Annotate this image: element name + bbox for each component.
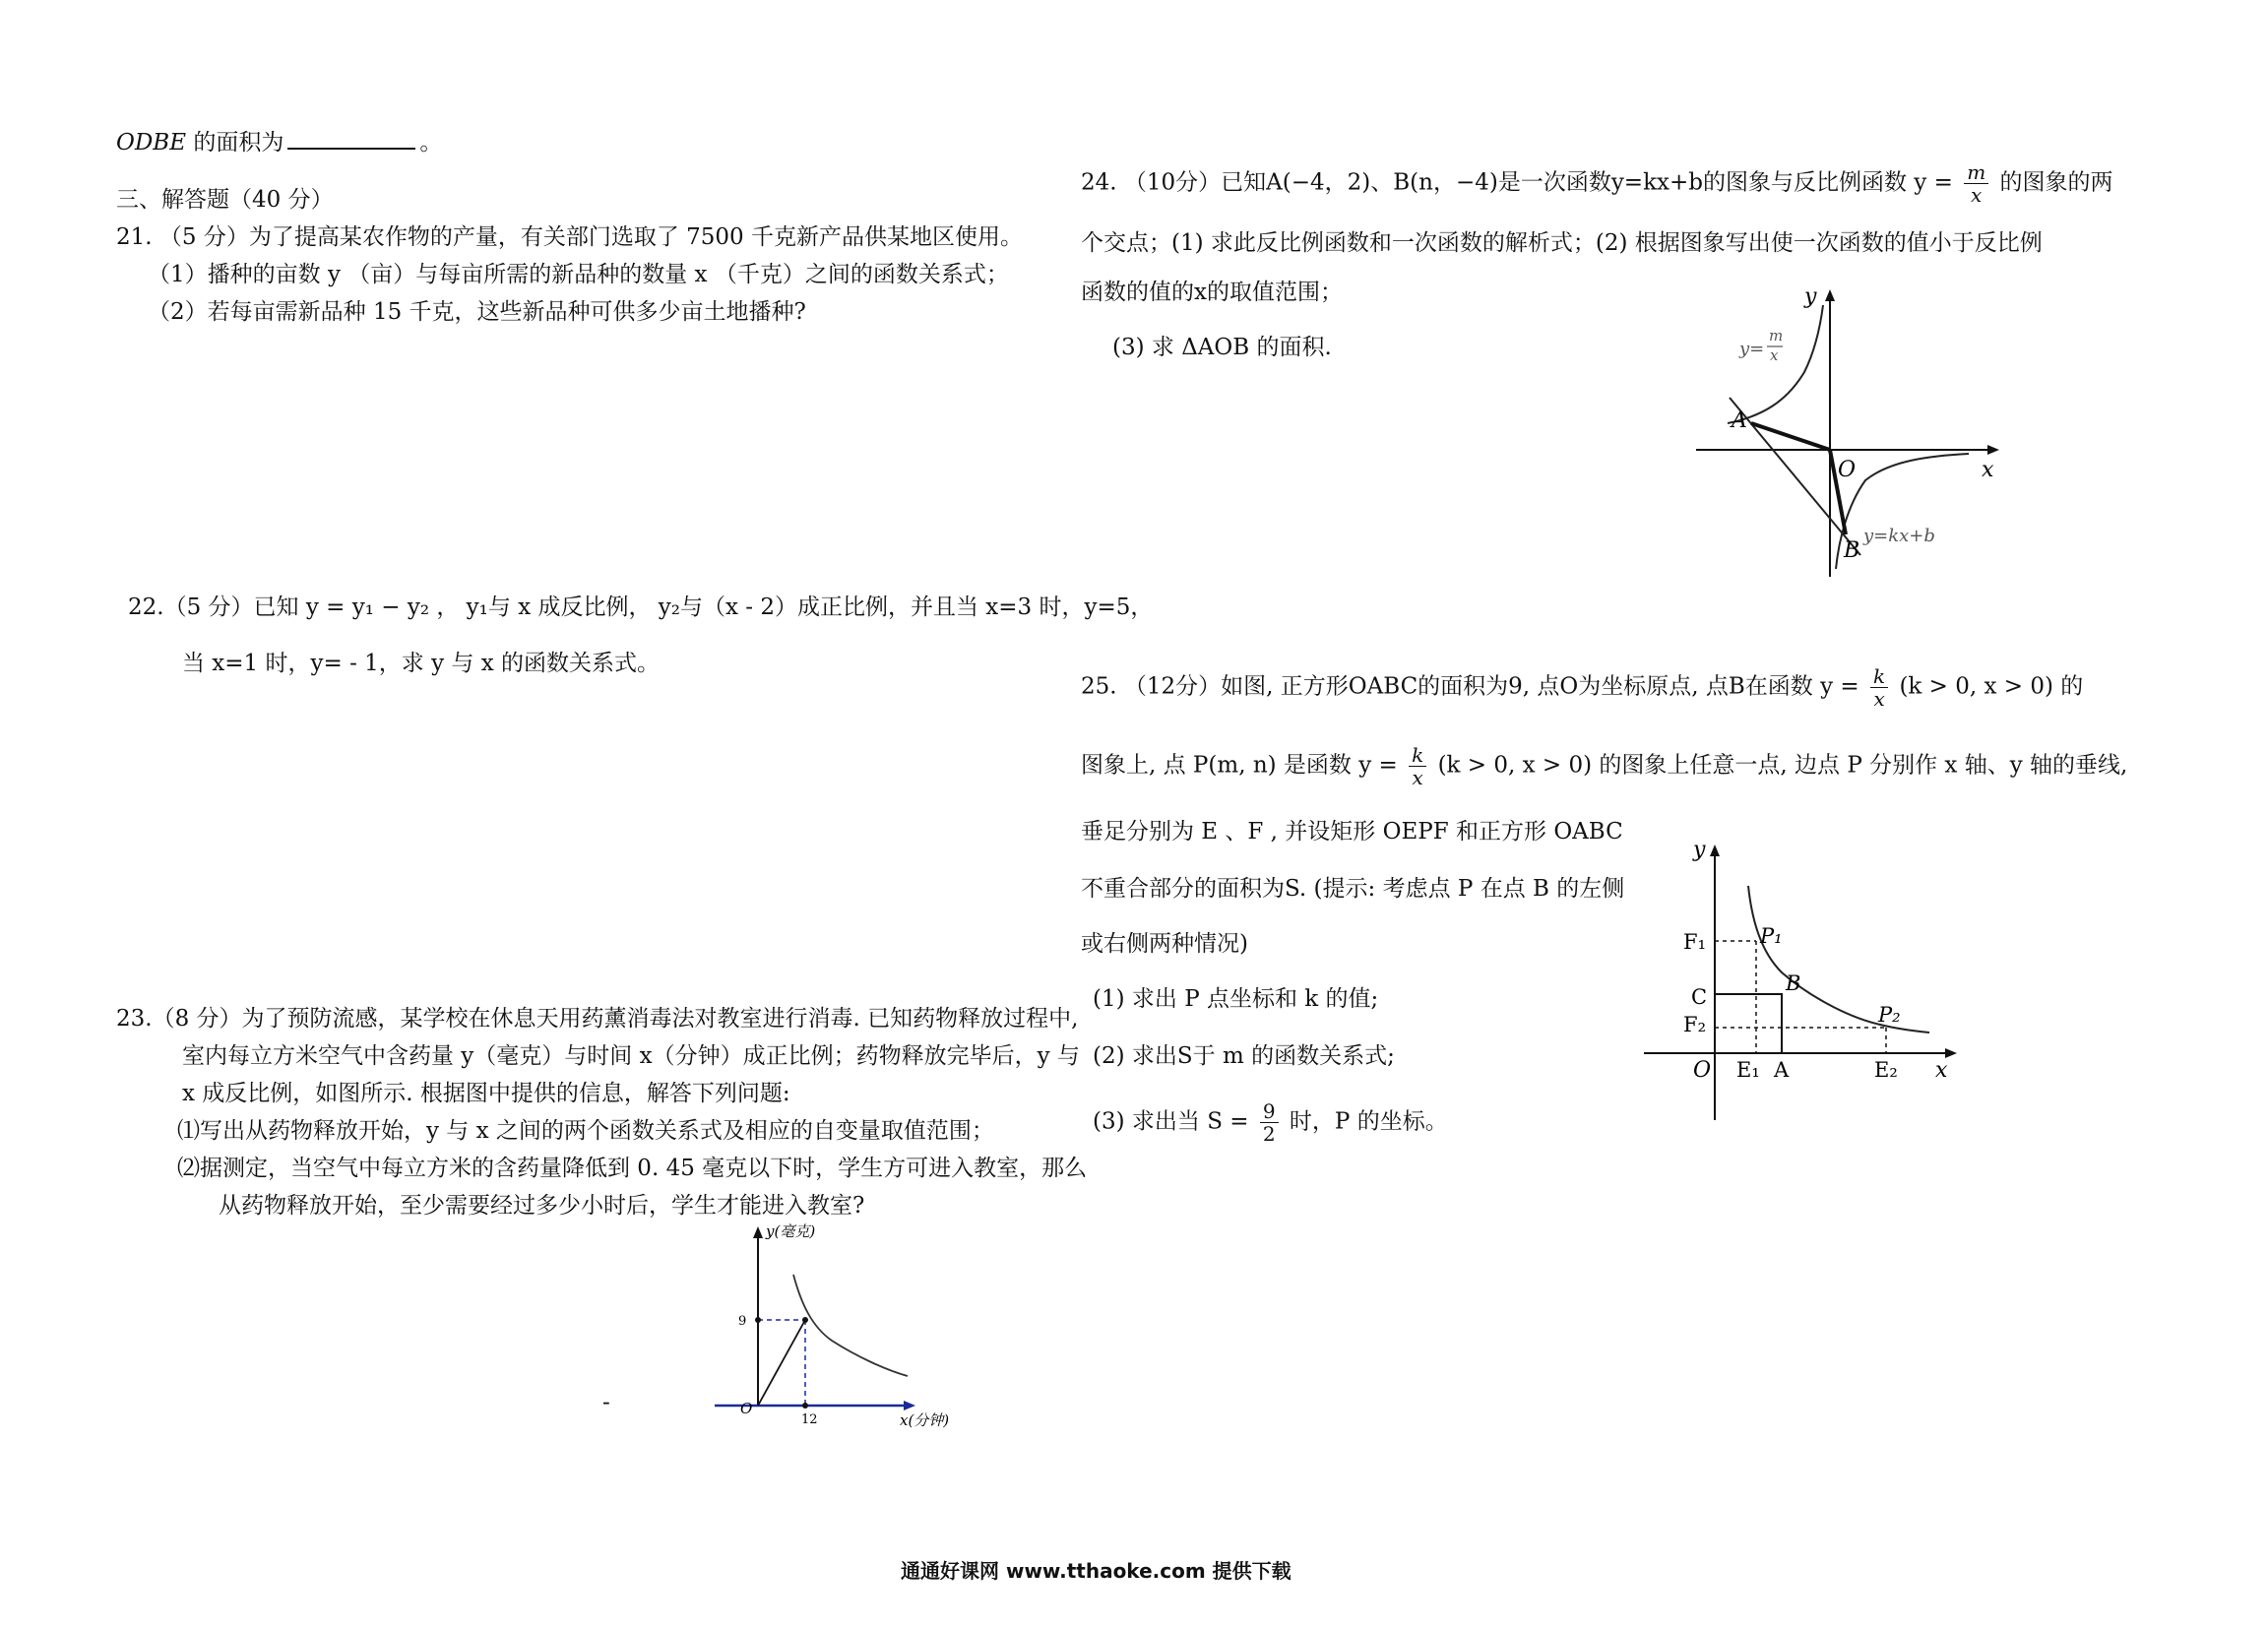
q24-fraction bbox=[1964, 161, 1988, 206]
y-tick-label: 9 bbox=[738, 1314, 747, 1329]
q22-line2: 当 x=1 时，y= - 1，求 y 与 x 的函数关系式。 bbox=[182, 651, 660, 676]
q24-line2: 个交点；(1) 求此反比例函数和一次函数的解析式；(2) 根据图象写出使一次函数的值小于反比例 bbox=[1081, 230, 2043, 256]
x-tick-dot bbox=[802, 1403, 808, 1409]
b-label: B bbox=[1786, 971, 1801, 995]
answer-blank[interactable] bbox=[287, 126, 415, 150]
inverse-curve bbox=[793, 1275, 908, 1376]
curve-label-prefix: y= bbox=[1739, 339, 1765, 359]
q24-line3: 函数的值的x的取值范围； bbox=[1081, 280, 1343, 305]
peak-dot bbox=[802, 1317, 808, 1323]
q25-part3-b: 时，P 的坐标。 bbox=[1289, 1108, 1448, 1135]
p1-label: P₁ bbox=[1760, 924, 1783, 948]
q22-line1: 22.（5 分）已知 y = y₁ − y₂ ， y₁与 x 成反比例， y₂与（x - 2）成正比例，并且当 x=3 时，y=5， bbox=[128, 595, 1154, 620]
q25-fraction-1 bbox=[1870, 665, 1888, 710]
x-axis-label: x bbox=[1935, 1058, 1948, 1083]
q25-graph bbox=[1634, 835, 1969, 1130]
q24-line4: (3) 求 ΔAOB 的面积. bbox=[1112, 335, 1332, 360]
y-axis-arrow bbox=[1710, 845, 1720, 856]
q25-frac2-num: k bbox=[1409, 744, 1426, 767]
q20-end: 。 bbox=[419, 130, 443, 156]
f1-label: F₁ bbox=[1683, 930, 1706, 954]
q21-part2: （2）若每亩需新品种 15 千克，这些新品种可供多少亩土地播种? bbox=[148, 299, 806, 325]
q25-fraction-2 bbox=[1409, 744, 1426, 788]
q23-line2: 室内每立方米空气中含药量 y（毫克）与时间 x（分钟）成正比例；药物释放完毕后，y 与 bbox=[182, 1043, 1080, 1069]
q24-frac-num: m bbox=[1964, 161, 1988, 184]
line-label: y=kx+b bbox=[1863, 526, 1935, 546]
q21-stem: 21. （5 分）为了提高某农作物的产量，有关部门选取了 7500 千克新产品供某地区使用。 bbox=[116, 224, 1023, 250]
origin-label: O bbox=[1693, 1058, 1712, 1083]
curve-label-num: m bbox=[1769, 327, 1784, 344]
q25-line4: 不重合部分的面积为S. (提示: 考虑点 P 在点 B 的左侧 bbox=[1081, 876, 1625, 902]
q25-part3-a: (3) 求出当 S = bbox=[1093, 1108, 1249, 1135]
curve-label-den: x bbox=[1770, 346, 1779, 364]
hyperbola-curve bbox=[1748, 886, 1929, 1033]
q24-line1 bbox=[1081, 161, 2112, 206]
x-axis-arrow bbox=[1987, 445, 1999, 455]
a-label: A bbox=[1774, 1058, 1790, 1082]
q25-line1-b: (k > 0, x > 0) 的 bbox=[1899, 673, 2084, 700]
y-axis-arrow bbox=[753, 1226, 763, 1238]
q25-line3: 垂足分别为 E 、F , 并设矩形 OEPF 和正方形 OABC bbox=[1081, 819, 1623, 845]
q25-part2: (2) 求出S于 m 的函数关系式; bbox=[1093, 1043, 1395, 1069]
q25-part3 bbox=[1093, 1100, 1448, 1145]
x-axis-arrow bbox=[904, 1401, 915, 1410]
section-heading: 三、解答题（40 分） bbox=[116, 187, 334, 213]
q25-line2 bbox=[1081, 744, 2127, 788]
x-axis-label: x(分钟) bbox=[900, 1411, 950, 1429]
q24-frac-den: x bbox=[1971, 183, 1983, 207]
q25-frac1-den: x bbox=[1873, 687, 1885, 711]
square-oabc bbox=[1715, 994, 1782, 1053]
q20-tail bbox=[116, 124, 442, 157]
x-axis-label: x bbox=[1982, 458, 1994, 482]
q20-text: 的面积为 bbox=[193, 130, 284, 156]
y-tick-dot bbox=[755, 1317, 761, 1323]
c-label: C bbox=[1691, 985, 1708, 1009]
hyperbola-branch-2 bbox=[1728, 305, 1823, 423]
q24-graph bbox=[1688, 283, 2003, 579]
proportional-segment bbox=[758, 1320, 805, 1406]
q25-line1-a: 25. （12分）如图, 正方形OABC的面积为9, 点O为坐标原点, 点B在函数 y = bbox=[1081, 673, 1859, 700]
origin-label: O bbox=[1838, 458, 1857, 482]
q23-graph bbox=[689, 1221, 1004, 1437]
y-axis-label: y(毫克) bbox=[766, 1222, 816, 1240]
q20-shape-name: ODBE bbox=[116, 130, 186, 156]
e1-label: E₁ bbox=[1736, 1058, 1760, 1082]
origin-label: O bbox=[740, 1400, 753, 1417]
q25-line1 bbox=[1081, 665, 2083, 710]
y-axis-label: y bbox=[1693, 838, 1706, 862]
q25-line2-b: (k > 0, x > 0) 的图象上任意一点, 边点 P 分别作 x 轴、y 轴的垂线, bbox=[1437, 752, 2128, 779]
q25-line2-a: 图象上, 点 P(m, n) 是函数 y = bbox=[1081, 752, 1398, 779]
q24-line1-c: 的图象的两 bbox=[1999, 169, 2113, 196]
q23-line1: 23.（8 分）为了预防流感，某学校在休息天用药薰消毒法对教室进行消毒. 已知药物释放过程中, bbox=[116, 1006, 1079, 1032]
q25-frac3-den: 2 bbox=[1262, 1122, 1276, 1146]
q25-frac3-num: 9 bbox=[1260, 1100, 1279, 1123]
y-axis-arrow bbox=[1825, 289, 1835, 301]
q23-line5: ⑵据测定，当空气中每立方米的含药量降低到 0. 45 毫克以下时，学生方可进入教室，那么 bbox=[177, 1156, 1088, 1181]
stray-dash: - bbox=[602, 1390, 610, 1415]
x-tick-label: 12 bbox=[801, 1412, 818, 1427]
x-axis-arrow bbox=[1945, 1048, 1957, 1058]
q25-part1: (1) 求出 P 点坐标和 k 的值; bbox=[1093, 986, 1379, 1012]
q25-line5: 或右侧两种情况) bbox=[1081, 931, 1248, 957]
q21-part1: （1）播种的亩数 y （亩）与每亩所需的新品种的数量 x （千克）之间的函数关系式； bbox=[148, 262, 1009, 287]
y-axis-label: y bbox=[1804, 284, 1817, 309]
point-b-label: B bbox=[1844, 538, 1860, 563]
e2-label: E₂ bbox=[1874, 1058, 1898, 1082]
q25-fraction-3 bbox=[1260, 1100, 1279, 1145]
page-footer: 通通好课网 www.tthaoke.com 提供下载 bbox=[901, 1559, 1292, 1583]
q23-line6: 从药物释放开始，至少需要经过多少小时后，学生才能进入教室? bbox=[219, 1193, 865, 1219]
q23-line4: ⑴写出从药物释放开始，y 与 x 之间的两个函数关系式及相应的自变量取值范围； bbox=[177, 1118, 994, 1144]
q25-frac2-den: x bbox=[1412, 766, 1423, 789]
q23-line3: x 成反比例，如图所示. 根据图中提供的信息，解答下列问题: bbox=[182, 1081, 790, 1106]
q25-frac1-num: k bbox=[1870, 665, 1888, 688]
point-a-label: A bbox=[1732, 408, 1747, 433]
f2-label: F₂ bbox=[1683, 1013, 1706, 1036]
q24-line1-a: 24. （10分）已知 bbox=[1081, 169, 1267, 196]
q24-line1-b: A(−4，2)、B(n，−4)是一次函数y=kx+b的图象与反比例函数 y = bbox=[1266, 169, 1953, 196]
p2-label: P₂ bbox=[1878, 1003, 1901, 1027]
